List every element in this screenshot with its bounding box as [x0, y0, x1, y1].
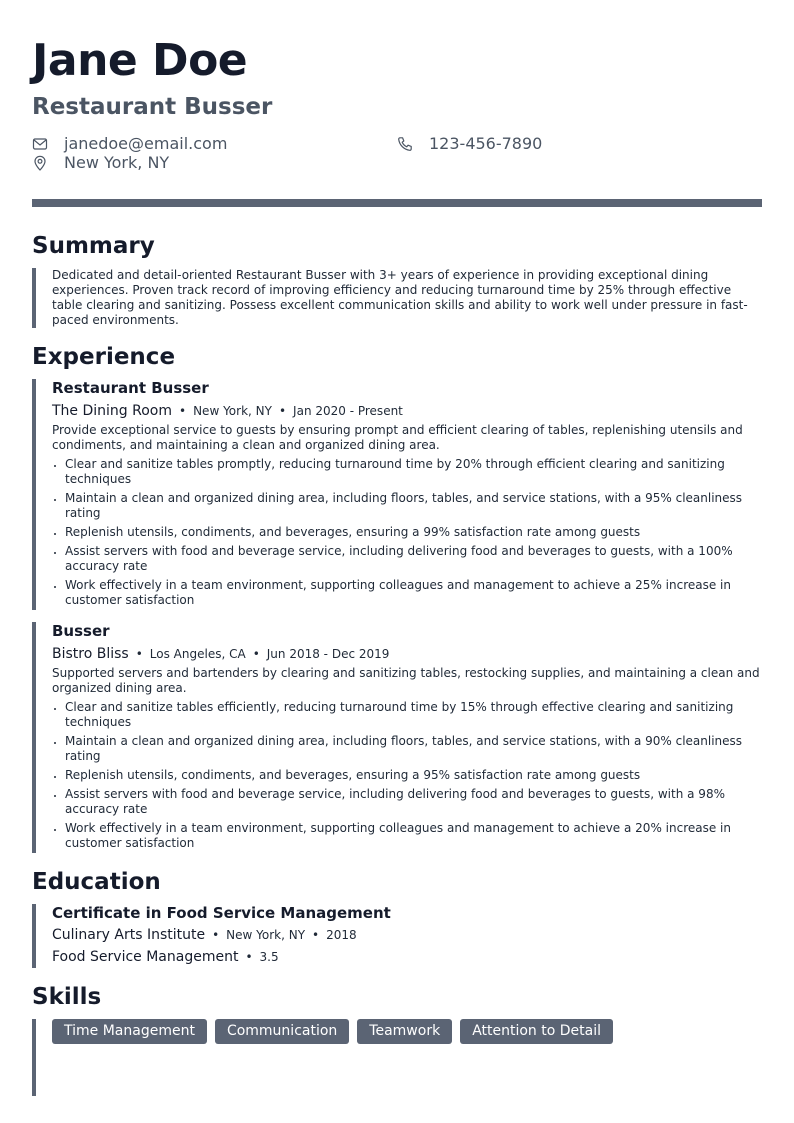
separator-dot: •	[312, 928, 320, 942]
skills-list	[32, 1019, 762, 1096]
job-description: Provide exceptional service to guests by ensuring prompt and efficient clearing of tables, replenishing utensils and condiments, and maintaining a clean and organized dining area.	[52, 423, 743, 452]
skill-chip: Time Management	[52, 1019, 207, 1044]
education-entry	[32, 904, 762, 968]
separator-dot: •	[179, 404, 187, 418]
bullet-item: • Assist servers with food and beverage service, including delivering food and beverages to guests, with a 98% accuracy rate	[65, 787, 762, 817]
skills-heading: Skills	[32, 984, 102, 1010]
job-meta	[52, 402, 762, 420]
job-company: Bistro Bliss	[52, 646, 129, 662]
job-dates: Jun 2018 - Dec 2019	[266, 647, 390, 661]
separator-dot: •	[212, 928, 220, 942]
bullet-item: • Clear and sanitize tables efficiently, reducing turnaround time by 15% through effective clearing and sanitizing techniques	[65, 700, 762, 730]
separator-dot: •	[245, 950, 253, 964]
contact-email[interactable]	[32, 134, 227, 153]
summary-text: Dedicated and detail-oriented Restaurant Busser with 3+ years of experience in providing exceptional dining experiences. Proven track record of improving efficiency and reducing turnaround time by 25% through effective table clearing and sanitizing. Possess excellent communication skills and ability to work well under pressure in fast-paced environments.	[32, 268, 762, 328]
summary-heading: Summary	[32, 233, 155, 259]
bullet-item: • Clear and sanitize tables promptly, reducing turnaround time by 20% through efficient clearing and sanitizing techniques	[65, 457, 762, 487]
resume-page	[32, 34, 762, 1096]
job-bullets	[52, 457, 762, 608]
bullet-item: • Maintain a clean and organized dining area, including floors, tables, and service stations, with a 90% cleanliness rating	[65, 734, 762, 764]
education-certificate: Certificate in Food Service Management	[52, 904, 391, 922]
mail-icon	[32, 136, 48, 152]
contact-info	[32, 134, 762, 178]
bullet-item: • Maintain a clean and organized dining area, including floors, tables, and service stations, with a 95% cleanliness rating	[65, 491, 762, 521]
candidate-title: Restaurant Busser	[32, 94, 273, 120]
education-school-line	[52, 926, 762, 944]
phone-text: 123-456-7890	[429, 134, 543, 153]
job-description: Supported servers and bartenders by clearing and sanitizing tables, restocking supplies, and maintaining a clean and organized dining area.	[52, 666, 760, 695]
bullet-item: • Work effectively in a team environment, supporting colleagues and management to achieve a 20% increase in customer satisfaction	[65, 821, 762, 851]
job-location: New York, NY	[193, 404, 272, 418]
job-role: Busser	[52, 622, 110, 640]
job-bullets	[52, 700, 762, 851]
education-field: Food Service Management	[52, 949, 239, 965]
job-role: Restaurant Busser	[52, 379, 209, 397]
education-year: 2018	[326, 928, 357, 942]
bullet-item: • Work effectively in a team environment, supporting colleagues and management to achieve a 25% increase in customer satisfaction	[65, 578, 762, 608]
skill-chip: Attention to Detail	[460, 1019, 613, 1044]
header-divider	[32, 199, 762, 207]
contact-location	[32, 153, 169, 172]
separator-dot: •	[278, 404, 287, 418]
job-company: The Dining Room	[52, 403, 172, 419]
location-text: New York, NY	[64, 153, 170, 172]
contact-phone[interactable]	[397, 134, 542, 153]
education-school: Culinary Arts Institute	[52, 927, 206, 943]
bullet-item: • Replenish utensils, condiments, and beverages, ensuring a 99% satisfaction rate among guests	[65, 525, 762, 540]
job-meta	[52, 645, 762, 663]
job-location: Los Angeles, CA	[149, 647, 246, 661]
education-field-line	[52, 948, 762, 966]
education-location: New York, NY	[226, 928, 306, 942]
job-entry	[32, 622, 762, 853]
education-gpa: 3.5	[259, 950, 279, 964]
job-entry	[32, 379, 762, 610]
map-pin-icon	[32, 155, 48, 171]
education-heading: Education	[32, 869, 161, 895]
experience-heading: Experience	[32, 344, 176, 370]
email-text: janedoe@email.com	[64, 134, 228, 153]
separator-dot: •	[252, 647, 260, 661]
skill-chip: Teamwork	[357, 1019, 452, 1044]
bullet-item: • Assist servers with food and beverage service, including delivering food and beverages to guests, with a 100% accuracy rate	[65, 544, 762, 574]
job-dates: Jan 2020 - Present	[293, 404, 403, 418]
bullet-item: • Replenish utensils, condiments, and beverages, ensuring a 95% satisfaction rate among guests	[65, 768, 762, 783]
phone-icon	[397, 136, 413, 152]
candidate-name: Jane Doe	[32, 35, 248, 86]
skill-chip: Communication	[215, 1019, 349, 1044]
separator-dot: •	[135, 647, 143, 661]
